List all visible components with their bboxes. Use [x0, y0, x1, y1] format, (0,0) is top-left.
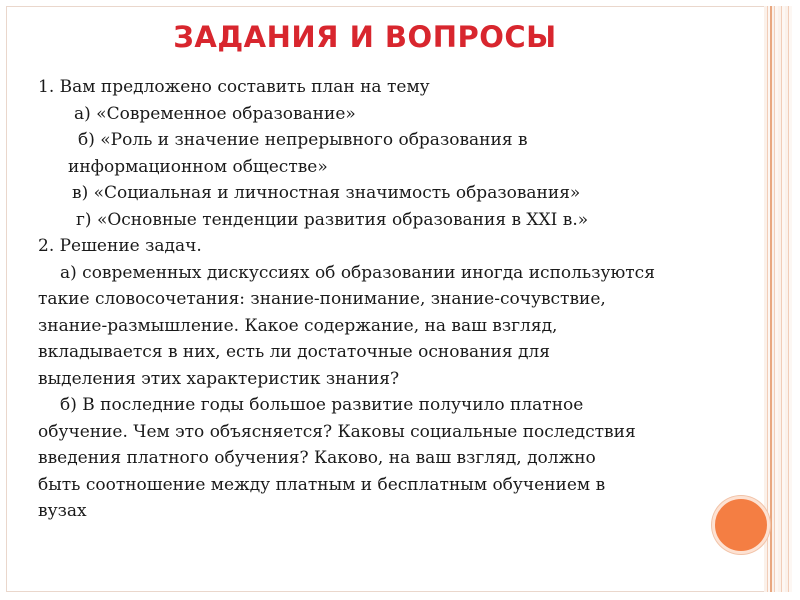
text-line-problem-b-2: обучение. Чем это объясняется? Каковы социальные последствия [38, 421, 636, 442]
text-line-problem-b-3: введения платного обучения? Каково, на ваш взгляд, должно [38, 448, 596, 468]
text-line-topic-g: г) «Основные тенденции развития образования в XXI в.» [76, 209, 589, 230]
text-line-problem-b-5: вузах [38, 501, 87, 521]
text-line-task-2: 2. Решение задач. [38, 236, 202, 256]
text-line-topic-v: в) «Социальная и личностная значимость образования» [72, 183, 581, 203]
text-line-topic-b: б) «Роль и значение непрерывного образования в [78, 130, 528, 150]
slide-body [38, 74, 762, 525]
text-line-topic-b-cont: информационном обществе» [68, 156, 328, 177]
text-line-problem-a-3: знание-размышление. Какое содержание, на ваш взгляд, [38, 315, 558, 336]
decorative-side-line [770, 6, 772, 592]
decorative-side-band [764, 6, 792, 592]
text-line-problem-a: а) современных дискуссиях об образовании иногда используются [60, 262, 655, 283]
slide-title: ЗАДАНИЯ И ВОПРОСЫ [173, 20, 557, 54]
text-line-problem-a-5: выделения этих характеристик знания? [38, 368, 400, 389]
text-line-problem-a-4: вкладывается в них, есть ли достаточные основания для [38, 342, 550, 362]
text-line-problem-b-4: быть соотношение между платным и бесплатным обучением в [38, 474, 606, 495]
text-line-problem-a-2: такие словосочетания: знание-понимание, знание-сочувствие, [38, 289, 606, 309]
text-line-task-1: 1. Вам предложено составить план на тему [38, 77, 430, 97]
text-line-topic-a: а) «Современное образование» [74, 103, 356, 124]
decorative-orange-circle [712, 496, 770, 554]
text-line-problem-b: б) В последние годы большое развитие получило платное [60, 395, 584, 415]
